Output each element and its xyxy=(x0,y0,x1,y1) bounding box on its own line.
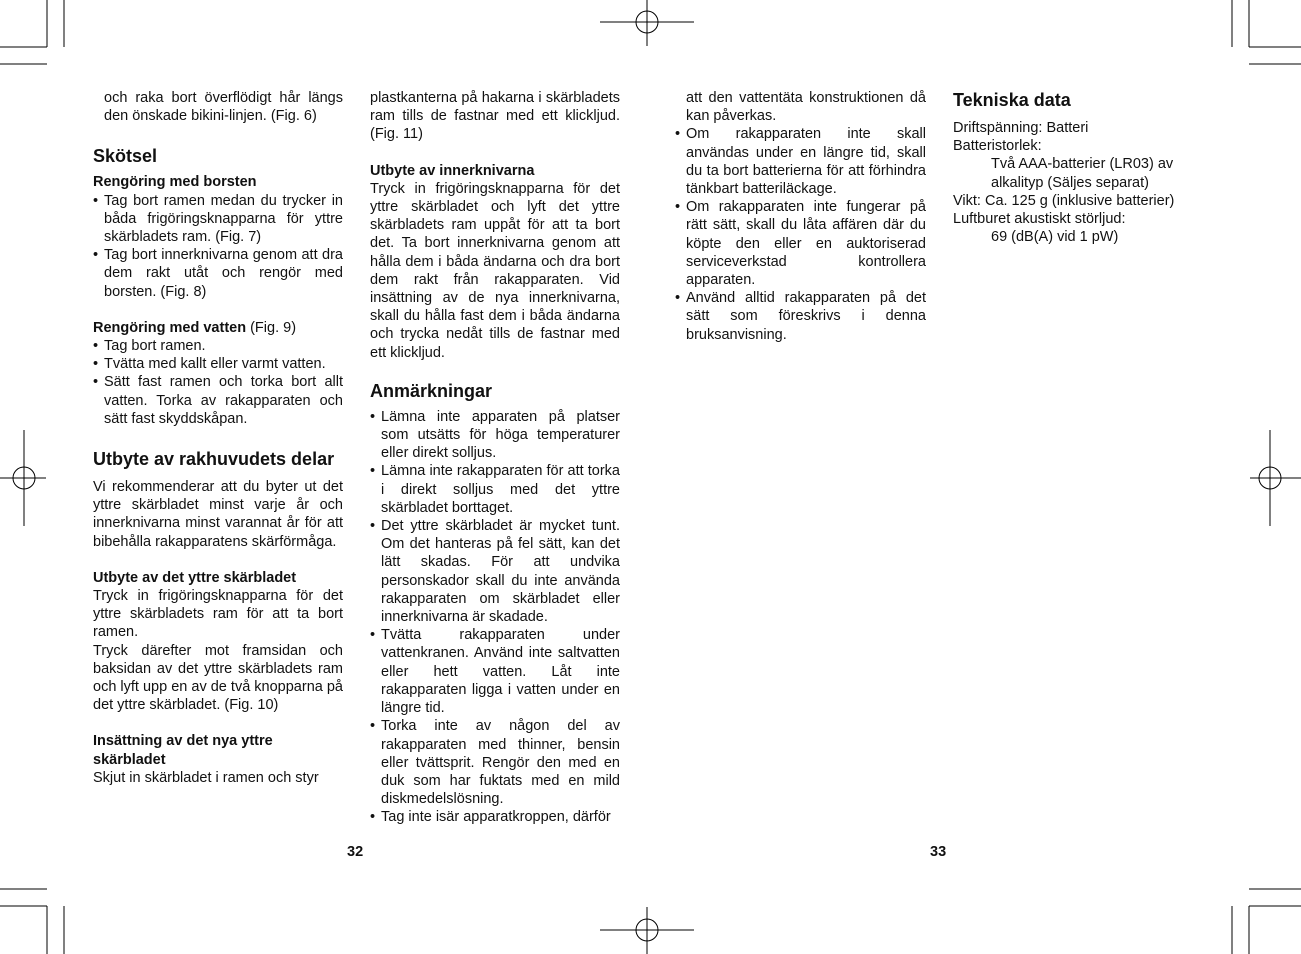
column-2 xyxy=(370,89,620,827)
heading-anmarkningar: Anmärkningar xyxy=(370,380,493,401)
continued-text: plastkanterna på hakarna i skärbladets ram tills de fastnar med ett klickljud. (Fig. 11) xyxy=(370,90,620,143)
list-col3 xyxy=(675,125,926,343)
inner-text: Tryck in frigöringsknapparna för det yttre skärbladet och lyft det yttre skärbladets ram uppåt för att ta bort det. Ta bort innerknivarna genom att hålla dem i båda ändarna och dra bort dem rakt från rakapparaten. Vid insättning av de nya innerknivarna, skall du hålla fast dem i båda ändarna och trycka nedåt tills de fastnar med ett klickljud. xyxy=(370,180,620,361)
spec-batt-label: Batteristorlek: xyxy=(953,138,1042,155)
spec-vikt: Vikt: Ca. 125 g (inklusive batterier) xyxy=(953,192,1175,209)
page-number-right: 33 xyxy=(930,844,947,860)
list-item: • Sätt fast ramen och torka bort allt vatten. Torka av rakapparaten och sätt fast skyddskåpan. xyxy=(93,373,343,428)
list-item: • Tvätta rakapparaten under vattenkranen. Använd inte saltvatten eller hett vatten. Låt inte rakapparaten ligga i vatten under en längre tid. xyxy=(370,626,620,717)
continued-text: att den vattentäta konstruktionen då kan påverkas. xyxy=(686,90,926,125)
list-item: • Det yttre skärbladet är mycket tunt. Om det hanteras på fel sätt, kan det lätt skadas. För att undvika personskador skall du inte använda rakapparaten om skärbladet eller innerknivarna är skadade. xyxy=(370,517,620,626)
insattning-text: Skjut in skärbladet i ramen och styr xyxy=(93,769,319,786)
column-1 xyxy=(93,89,343,787)
subheading-borsten: Rengöring med borsten xyxy=(93,174,257,191)
fig-ref: (Fig. 9) xyxy=(246,319,297,336)
subheading-vatten: Rengöring med vatten xyxy=(93,319,247,336)
list-item: • Om rakapparaten inte skall användas under en längre tid, skall du ta bort batterierna för att förhindra tänkbart batteriläckage. xyxy=(675,125,926,198)
list-anmarkningar xyxy=(370,408,620,827)
spec-drift: Driftspänning: Batteri xyxy=(953,120,1089,136)
list-item: • Torka inte av någon del av rakapparaten med thinner, bensin eller tvättsprit. Rengör den med en duk som har fuktats med en mild diskmedelslösning. xyxy=(370,717,620,808)
spec-ljud-label: Luftburet akustiskt störljud: xyxy=(953,211,1126,228)
yttre-text-2: Tryck därefter mot framsidan och baksidan av det yttre skärbladets ram och lyft upp en av de två knopparna på det yttre skärbladet. (Fig. 10) xyxy=(93,642,343,714)
intro-text: och raka bort överflödigt hår längs den önskade bikini-linjen. (Fig. 6) xyxy=(104,90,343,125)
list-vatten xyxy=(93,337,343,428)
spec-ljud-value: 69 (dB(A) vid 1 pW) xyxy=(991,229,1119,246)
utbyte-text: Vi rekommenderar att du byter ut det yttre skärbladet minst varje år och innerknivarna minst varannat år för att bibehålla rakapparatens skärförmåga. xyxy=(93,479,343,550)
list-borsten xyxy=(93,192,343,301)
list-item: • Tag bort ramen medan du trycker in båda frigöringsknapparna för yttre skärbladets ram. (Fig. 7) xyxy=(93,192,343,247)
list-item: • Tag inte isär apparatkroppen, därför xyxy=(370,808,620,826)
list-item: • Om rakapparaten inte fungerar på rätt sätt, skall du låta affären där du köpte den eller en auktoriserad serviceverkstad kontrollera apparaten. xyxy=(675,198,926,289)
subheading-inner: Utbyte av innerknivarna xyxy=(370,162,535,179)
yttre-text-1: Tryck in frigöringsknapparna för det yttre skärbladets ram för att ta bort ramen. xyxy=(93,588,343,641)
page-number-left: 32 xyxy=(347,844,364,860)
column-3 xyxy=(675,89,926,344)
subheading-insattning: Insättning av det nya yttre skärbladet xyxy=(93,733,273,768)
list-item: • Använd alltid rakapparaten på det sätt som föreskrivs i denna bruksanvisning. xyxy=(675,289,926,344)
heading-tekniska-data: Tekniska data xyxy=(953,90,1071,110)
list-item: • Tvätta med kallt eller varmt vatten. xyxy=(93,355,343,373)
column-4 xyxy=(953,89,1213,246)
list-item: • Lämna inte apparaten på platser som utsätts för höga temperaturer eller direkt solljus. xyxy=(370,408,620,463)
spec-batt-value: Två AAA-batterier (LR03) av alkalityp (Säljes separat) xyxy=(991,156,1174,191)
heading-skotsel: Skötsel xyxy=(93,146,158,167)
list-item: • Lämna inte rakapparaten för att torka i direkt solljus med det yttre skärbladet borttaget. xyxy=(370,462,620,517)
heading-utbyte: Utbyte av rakhuvudets delar xyxy=(93,449,335,470)
list-item: • Tag bort ramen. xyxy=(93,337,343,355)
subheading-yttre: Utbyte av det yttre skärbladet xyxy=(93,569,297,586)
list-item: • Tag bort innerknivarna genom att dra dem rakt utåt och rengör med borsten. (Fig. 8) xyxy=(93,246,343,301)
